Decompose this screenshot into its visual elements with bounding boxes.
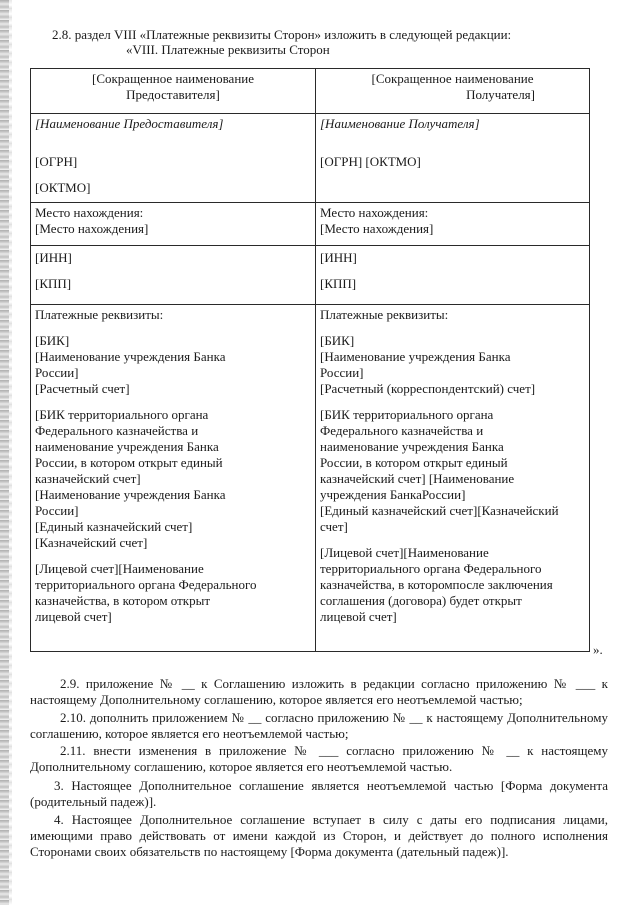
scan-border-inner	[9, 0, 12, 905]
clause-4: 4. Настоящее Дополнительное соглашение вступает в силу с даты его подписания лицами, имеющими право действовать от имени каждой из Сторон, и действует до полного исполнения Сторонами своих обязательств по настоящему [Форма документа (дательный падеж)].	[30, 812, 608, 859]
table-row-name	[31, 114, 590, 203]
recipient-bank-block: [БИК] [Наименование учреждения Банка России] [Расчетный (корреспондентский) счет]	[320, 333, 536, 396]
cell-provider-tax: [ИНН] [КПП]	[31, 246, 316, 305]
cell-recipient-tax: [ИНН] [КПП]	[316, 246, 590, 305]
header-recipient: [Сокращенное наименование Получателя]	[316, 69, 590, 114]
table-header-row	[31, 69, 590, 114]
payment-details-table	[30, 68, 590, 652]
header-provider: [Сокращенное наименование Предоставителя]	[31, 69, 316, 114]
closing-quote: ».	[593, 642, 603, 657]
recipient-account-block: [Лицевой счет][Наименование территориального органа Федерального казначейства, в которомпосле заключения соглашения (договора) будет открыт лицевой счет]	[320, 545, 553, 624]
section-heading: «VIII. Платежные реквизиты Сторон	[126, 42, 330, 57]
recipient-treasury-block: [БИК территориального органа Федерального казначейства и наименование учреждения Банка России, в котором открыт единый казначейский счет] [Наименование учреждения БанкаРоссии] [Единый казначейский счет][Казначейский счет]	[320, 407, 559, 534]
clause-2-8: 2.8. раздел VIII «Платежные реквизиты Сторон» изложить в следующей редакции:	[52, 27, 512, 42]
provider-treasury-block: [БИК территориального органа Федерального казначейства и наименование учреждения Банка России, в котором открыт единый казначейский счет] [Наименование учреждения Банка России] [Единый казначейский счет] [Казначейский счет]	[35, 407, 226, 550]
provider-bank-block: [БИК] [Наименование учреждения Банка России] [Расчетный счет]	[35, 333, 226, 396]
table-row-location	[31, 203, 590, 246]
provider-account-block: [Лицевой счет][Наименование территориального органа Федерального казначейства, в котором открыт лицевой счет]	[35, 561, 257, 624]
cell-provider-name: [Наименование Предоставителя] [ОГРН] [ОКТМО]	[31, 114, 316, 203]
table-row-payment	[31, 305, 590, 652]
clause-2-10: 2.10. дополнить приложением № __ согласно приложению № __ к настоящему Дополнительному соглашению, которое является его неотъемлемой частью;	[30, 710, 608, 741]
clause-2-11: 2.11. внести изменения в приложение № ___ согласно приложению № __ к настоящему Дополнительному соглашению, которое является его неотъемлемой частью.	[30, 743, 608, 774]
cell-recipient-location: Место нахождения: [Место нахождения]	[316, 203, 590, 246]
cell-provider-location: Место нахождения: [Место нахождения]	[31, 203, 316, 246]
clause-3: 3. Настоящее Дополнительное соглашение является неотъемлемой частью [Форма документа (родительный падеж)].	[30, 778, 608, 809]
cell-provider-payment: Платежные реквизиты: [БИК] [Наименование учреждения Банка России] [Расчетный счет] [БИК территориального органа Федерального казначейства и наименование учреждения Банка России, в котором открыт единый казначейский счет] [Наименование учреждения Банка России] [Единый казначейский счет] [Казначейский счет] [Лицевой счет][Наименование территориального органа Федерального казначейства, в котором открыт лицевой счет]	[31, 305, 316, 652]
clause-2-9: 2.9. приложение № __ к Соглашению изложить в редакции согласно приложению № ___ к настоящему Дополнительному соглашению, которое является его неотъемлемой частью;	[30, 676, 608, 707]
scan-border	[0, 0, 9, 905]
cell-recipient-name: [Наименование Получателя] [ОГРН] [ОКТМО]	[316, 114, 590, 203]
table-row-tax	[31, 246, 590, 305]
cell-recipient-payment: Платежные реквизиты: [БИК] [Наименование учреждения Банка России] [Расчетный (корреспондентский) счет] [БИК территориального органа Федерального казначейства и наименование учреждения Банка России, в котором открыт единый казначейский счет] [Наименование учреждения БанкаРоссии] [Единый казначейский счет][Казначейский счет] [Лицевой счет][Наименование территориального органа Федерального казначейства, в которомпосле заключения соглашения (договора) будет открыт лицевой счет]	[316, 305, 590, 652]
